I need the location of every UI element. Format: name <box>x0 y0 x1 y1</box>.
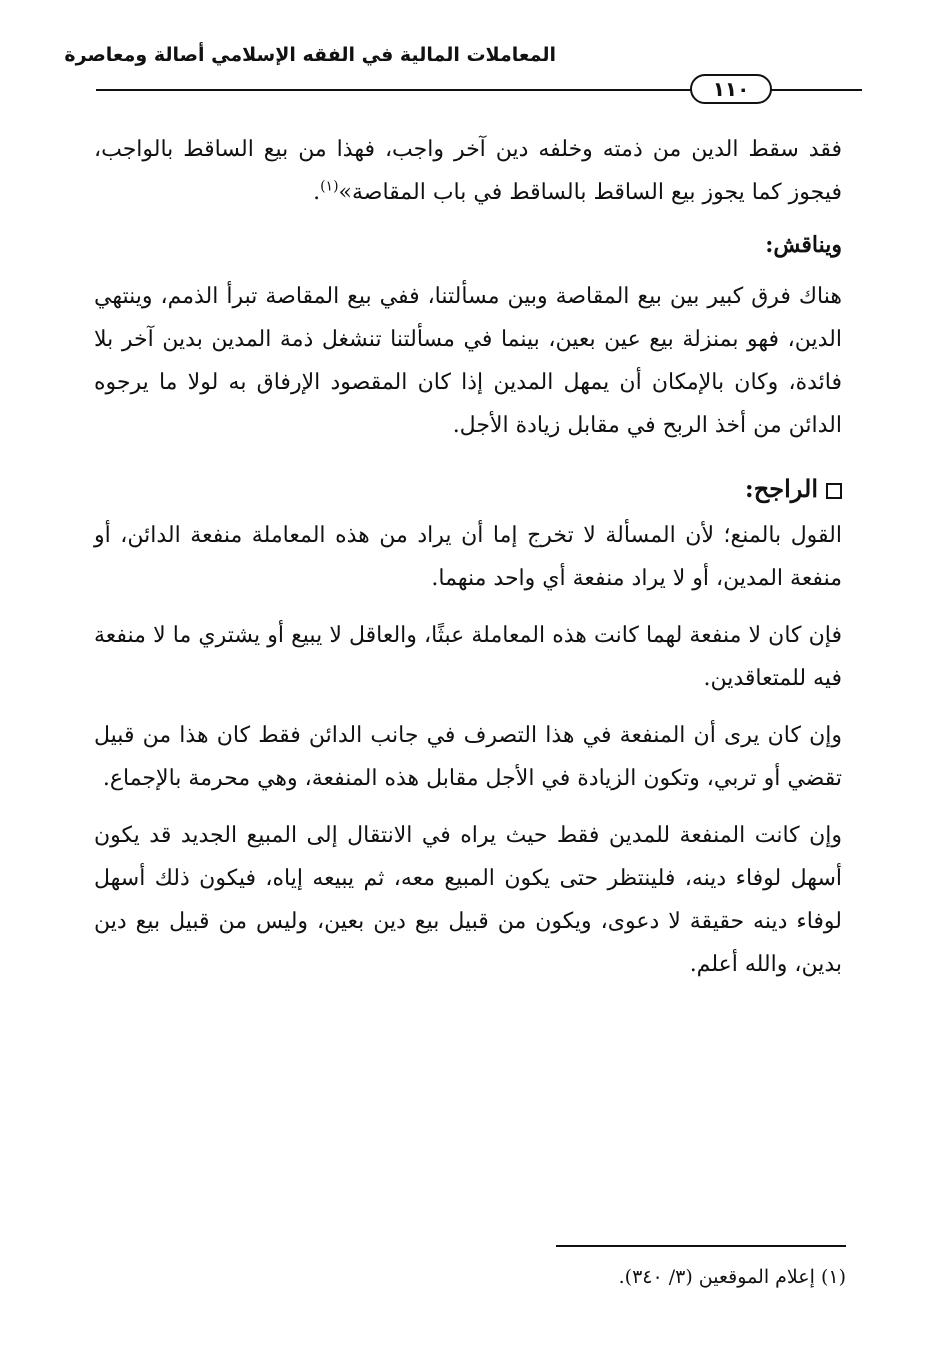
preferred-paragraph-2: فإن كان لا منفعة لهما كانت هذه المعاملة عبثًا، والعاقل لا يبيع أو يشتري ما لا منفعة فيه للمتعاقدين. <box>94 623 842 691</box>
preferred-heading <box>94 467 842 510</box>
preferred-paragraph-4: وإن كانت المنفعة للمدين فقط حيث يراه في الانتقال إلى المبيع الجديد قد يكون أسهل لوفاء دينه، فلينتظر حتى يكون المبيع معه، ثم يبيعه إياه، فيكون ذلك أسهل لوفاء دينه حقيقة لا دعوى، ويكون من قبيل بيع دين بعين، وليس من قبيل بيع دين بدين، والله أعلم. <box>94 823 842 977</box>
discussion-heading: ويناقش: <box>765 232 842 258</box>
footnote-text: إعلام الموقعين (٣/ ٣٤٠). <box>618 1266 815 1288</box>
footnote-reference: (١) <box>320 178 339 195</box>
square-bullet-icon <box>826 483 842 499</box>
preferred-paragraph-1: القول بالمنع؛ لأن المسألة لا تخرج إما أن يراد من هذه المعاملة منفعة الدائن، أو منفعة المدين، أو لا يراد منفعة أي واحد منهما. <box>94 523 842 591</box>
footnote <box>500 1262 846 1292</box>
footnote-rule <box>556 1245 846 1247</box>
body-text <box>94 128 842 986</box>
preferred-paragraph-3: وإن كان يرى أن المنفعة في هذا التصرف في جانب الدائن فقط كان هذا من قبيل تقضي أو تربي، وتكون الزيادة في الأجل مقابل هذه المنفعة، وهي محرمة بالإجماع. <box>94 723 842 791</box>
intro-end: . <box>313 180 321 205</box>
intro-text: فقد سقط الدين من ذمته وخلفه دين آخر واجب، فهذا من بيع الساقط بالواجب، فيجوز كما يجوز بيع الساقط بالساقط في باب المقاصة» <box>94 137 842 205</box>
footnote-marker: (١) <box>820 1266 846 1288</box>
running-title: المعاملات المالية في الفقه الإسلامي أصالة ومعاصرة <box>64 44 556 66</box>
intro-paragraph <box>94 128 842 214</box>
page-number: ١١٠ <box>690 74 772 104</box>
preferred-heading-text: الراجح: <box>744 474 818 503</box>
discussion-paragraph: هناك فرق كبير بين بيع المقاصة وبين مسألتنا، ففي بيع المقاصة تبرأ الذمم، وينتهي الدين، فهو بمنزلة بيع عين بعين، بينما في مسألتنا تنشغل ذمة المدين بدين آخر بلا فائدة، وكان بالإمكان أن يمهل المدين إذا كان المقصود الإرفاق به لولا ما يرجوه الدائن من أخذ الربح في مقابل زيادة الأجل. <box>94 284 842 438</box>
